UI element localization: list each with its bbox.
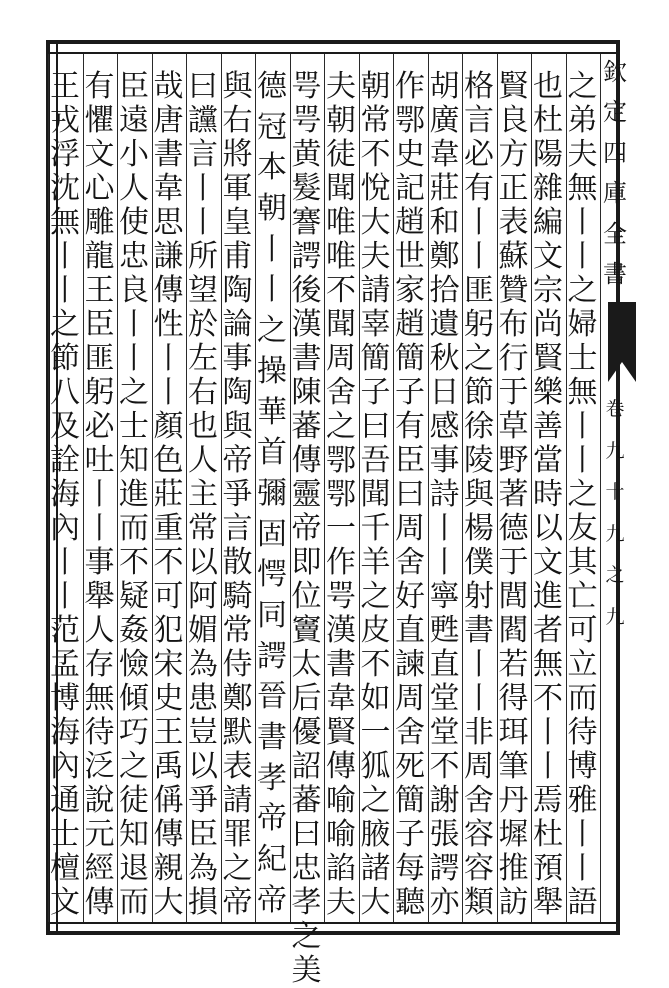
text-column: 咢 咢 黄 髮 謇 諤 後 漢 書 陳 蕃 傳 靈 帝 即 位 竇 太 后 優 詔 蕃 曰 忠 孝 之 美 bbox=[291, 69, 322, 988]
text-column: 朝 常 不 悅 大 夫 請 辜 簡 子 曰 吾 聞 千 羊 之 皮 不 如 一 狐 之 腋 諸 大 bbox=[360, 69, 391, 920]
text-column: 哉 唐 書 韋 思 謙 傳 性 丨 丨 顏 色 莊 重 不 可 犯 宋 史 王 禹 偁 傳 親 大 bbox=[153, 69, 184, 920]
text-column: 格 言 必 有 丨 丨 匪 躬 之 節 徐 陵 與 楊 僕 射 書 丨 丨 非 周 舍 容 容 類 bbox=[464, 69, 494, 920]
text-column: 曰 讜 言 丨 丨 所 望 於 左 右 也 人 主 常 以 阿 媚 為 患 豈 以 爭 臣 為 損 bbox=[188, 69, 218, 920]
text-column: 胡 廣 韋 莊 和 鄭 拾 遺 秋 日 感 事 詩 丨 丨 寧 甦 直 堂 堂 不 謝 張 諤 亦 bbox=[429, 69, 460, 920]
text-column: 王 戎 浮 沈 無 丨 丨 之 節 八 及 詮 海 內 丨 丨 范 孟 博 海 內 通 士 檀 文 bbox=[50, 69, 80, 920]
text-column: 夫 朝 徒 聞 唯 唯 不 聞 周 舍 之 鄂 鄂 一 作 咢 漢 書 韋 賢 傳 喻 喻 諂 夫 bbox=[326, 69, 356, 920]
block-margin bbox=[600, 58, 630, 904]
book-title: 欽 定 四 庫 全 書 bbox=[603, 58, 627, 288]
fishtail-mark-icon bbox=[608, 302, 636, 382]
inner-border-bottom bbox=[46, 922, 620, 924]
text-column: 有 懼 文 心 雕 龍 王 臣 匪 躬 必 吐 丨 丨 事 舉 人 存 無 待 泛 說 元 經 傳 bbox=[84, 69, 115, 920]
text-column: 與 右 將 軍 皇 甫 陶 論 事 陶 與 帝 爭 言 散 騎 常 侍 鄭 默 表 請 罪 之 帝 bbox=[222, 69, 253, 920]
text-column: 也 杜 陽 雜 編 文 宗 尚 賢 樂 善 當 時 以 文 進 者 無 不 丨 丨 焉 杜 預 舉 bbox=[533, 69, 563, 920]
text-column: 臣 遠 小 人 使 忠 良 丨 丨 之 士 知 進 而 不 疑 姦 憸 傾 巧 之 徒 知 退 而 bbox=[119, 69, 149, 920]
text-column: 賢 良 方 正 表 蘇 贊 布 行 于 草 野 著 德 于 閭 閻 若 得 珥 筆 丹 墀 推 訪 bbox=[498, 69, 529, 920]
text-column: 作 鄂 史 記 趙 世 家 趙 簡 子 有 臣 曰 周 舍 好 直 諫 周 舍 死 簡 子 每 聽 bbox=[395, 69, 425, 920]
juan-number: 卷 九 十 九 之 九 bbox=[605, 398, 625, 628]
inner-border-top bbox=[46, 52, 620, 54]
text-column: 德 冠 本 朝 丨 丨 之 操 華 首 彌 固 愕 同 諤 晉 書 孝 帝 紀 帝 bbox=[257, 69, 287, 918]
text-column: 之 弟 夫 無 丨 丨 之 婦 士 無 丨 丨 之 友 其 亡 可 立 而 待 博 雅 丨 丨 語 bbox=[567, 69, 598, 920]
